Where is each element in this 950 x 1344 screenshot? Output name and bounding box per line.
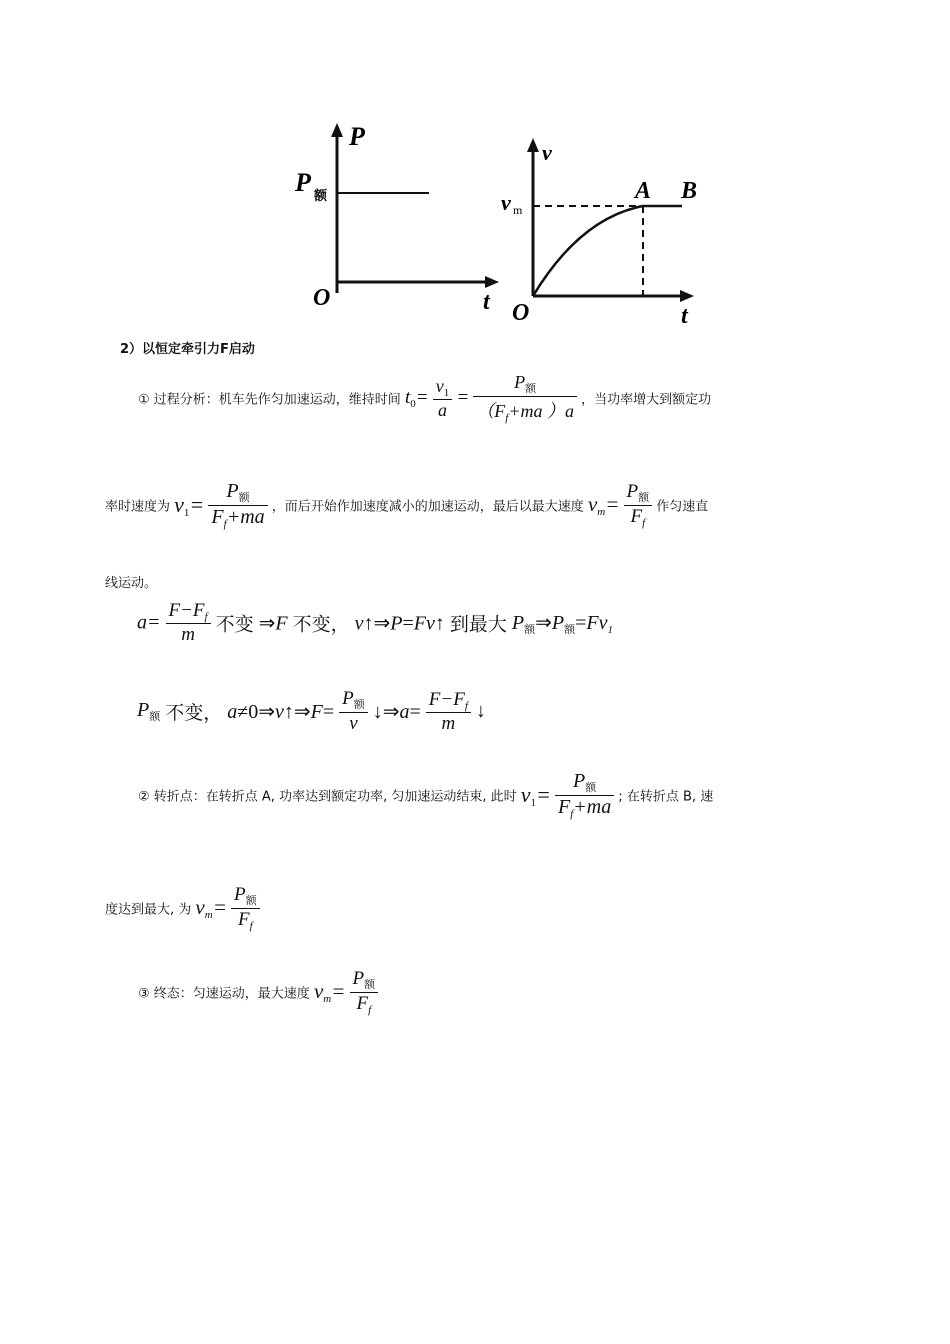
equation-line-1: a= $\frac{F-F_f}{m}$ 不变 ⇒F 不变， v↑⇒P=Fv↑ 到最大 $P_额\Rightarrow P_额=Fv_1$ bbox=[137, 600, 613, 645]
p-y-arrow bbox=[331, 123, 343, 137]
frac-vm-final: $\frac{P_额}{F_f}$ bbox=[350, 968, 379, 1016]
v-y-arrow bbox=[527, 138, 539, 152]
paragraph-process: ① 过程分析：机车先作匀加速运动，维持时间 $t_0=$ $\frac{v_1}{a}$ = $\frac{P_额}{(F_f+ma )a}$ ，当功率增大到额定功 bbox=[138, 372, 712, 424]
v-time-label: t bbox=[681, 303, 688, 329]
vm-sub: m bbox=[513, 203, 523, 217]
turning-text-b: ; 在转折点 B, 速 bbox=[618, 789, 714, 805]
point-a-label: A bbox=[635, 178, 652, 204]
vm-label: v bbox=[501, 190, 511, 215]
p-rated-label: P bbox=[295, 168, 311, 197]
frac-p-over-ffma-a: $\frac{P_额}{(F_f+ma )a}$ bbox=[473, 372, 577, 424]
p-time-label: t bbox=[483, 289, 490, 315]
process-text-b: ，当功率增大到额定功 bbox=[581, 392, 712, 408]
paragraph-max-speed: 度达到最大, 为 vm= $\frac{P_额}{F_f}$ bbox=[105, 884, 260, 932]
v-x-arrow bbox=[680, 290, 694, 302]
p-rated-sub: 额 bbox=[314, 189, 328, 204]
v-origin-label: O bbox=[512, 300, 530, 326]
frac-vm-max: $\frac{P_额}{F_f}$ bbox=[231, 884, 260, 932]
p-origin-label: O bbox=[313, 285, 331, 311]
final-state-text: ③ 终态：匀速运动，最大速度 bbox=[138, 986, 310, 1002]
point-b-label: B bbox=[681, 178, 698, 204]
frac-vm: $\frac{P_额}{F_f}$ bbox=[624, 481, 653, 529]
frac-v1-over-a: $\frac{v_1}{a}$ bbox=[433, 376, 453, 421]
power-time-graph bbox=[285, 115, 505, 320]
frac-v1: $\frac{P_额}{F_f+ma}$ bbox=[208, 480, 267, 530]
p-axis-label: P bbox=[349, 122, 365, 151]
velocity-curve bbox=[533, 206, 643, 296]
turning-text-a: ② 转折点：在转折点 A, 功率达到额定功率, 匀加速运动结束, 此时 bbox=[138, 789, 517, 805]
process-text-a: ① 过程分析：机车先作匀加速运动，维持时间 bbox=[138, 392, 401, 408]
v-axis-label: v bbox=[542, 140, 552, 165]
velocity-text-a: 率时速度为 bbox=[105, 499, 171, 515]
paragraph-final-state: ③ 终态：匀速运动，最大速度 vm= $\frac{P_额}{F_f}$ bbox=[138, 968, 378, 1016]
equation-line-2: $P_额$ 不变， a≠0⇒v↑⇒F= $\frac{P_额}{v}$ ↓⇒a= $\frac{F-F_f}{m}$ ↓ bbox=[137, 688, 486, 734]
paragraph-linear: 线运动。 bbox=[105, 576, 158, 591]
frac-v1-turning: $\frac{P_额}{F_f+ma}$ bbox=[555, 770, 614, 820]
velocity-text-b: ，而后开始作加速度减小的加速运动，最后以最大速度 bbox=[271, 499, 584, 515]
velocity-time-graph bbox=[495, 130, 715, 330]
max-speed-text: 度达到最大, 为 bbox=[105, 902, 192, 918]
formula-t0: $t_0=$ bbox=[404, 386, 429, 410]
velocity-text-c: 作匀速直 bbox=[656, 499, 709, 515]
paragraph-turning-point: ② 转折点：在转折点 A, 功率达到额定功率, 匀加速运动结束, 此时 v1= $\frac{P_额}{F_f+ma}$ ; 在转折点 B, 速 bbox=[138, 770, 714, 820]
section-heading: 2）以恒定牵引力F启动 bbox=[120, 342, 255, 357]
paragraph-velocity: 率时速度为 v1= $\frac{P_额}{F_f+ma}$ ，而后开始作加速度减小的加速运动，最后以最大速度 vm= $\frac{P_额}{F_f}$ 作匀速直 bbox=[105, 480, 709, 530]
